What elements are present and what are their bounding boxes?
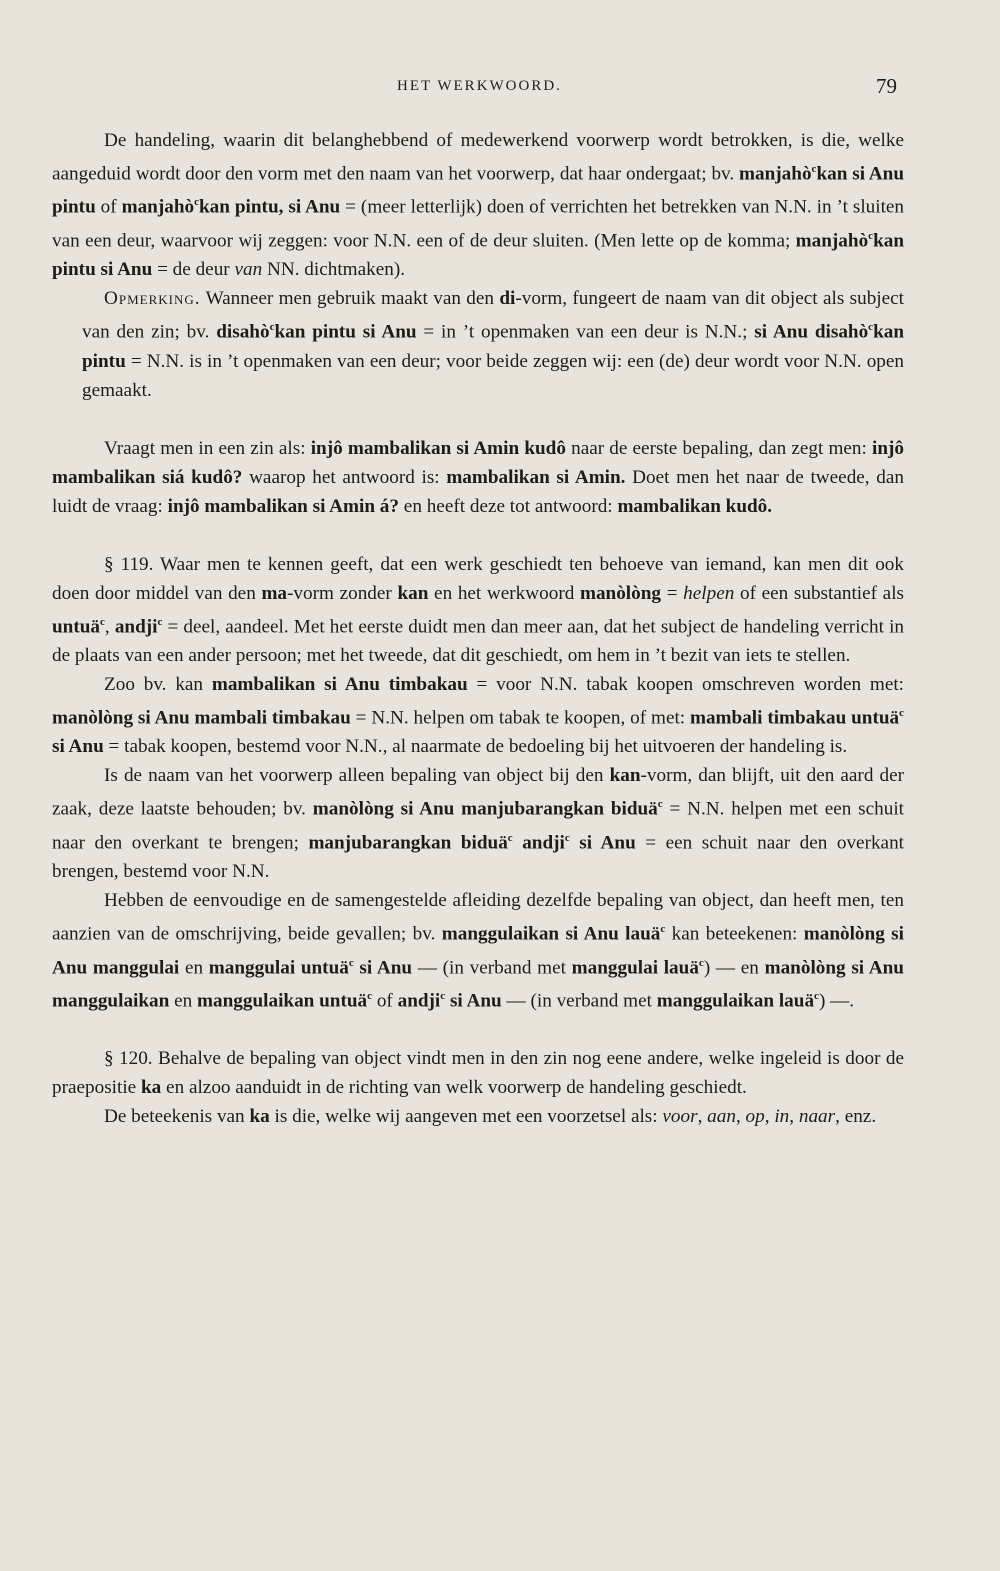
text-run: = tabak koopen, bestemd voor N.N., al naarmate de bedoeling bij het uitvoeren der handeling is. <box>103 736 848 758</box>
text-run: en <box>169 990 198 1012</box>
vernacular-term: manòlòng si Anu manggulaikan <box>52 956 904 1012</box>
text-run: , <box>697 1106 708 1128</box>
text-run: Zoo bv. kan <box>104 673 212 695</box>
vernacular-term: injô mambalikan si Amin kudô <box>310 437 566 459</box>
paragraph-p7 <box>52 886 904 1015</box>
vernacular-term: di <box>499 288 516 310</box>
text-run: = in ’t openmaken van een deur is N.N.; <box>416 321 755 343</box>
vernacular-term: manggulai untuä <box>208 956 349 978</box>
vernacular-term: andji <box>114 615 158 637</box>
vernacular-term: c <box>194 196 199 209</box>
vernacular-term: injô mambalikan siá kudô? <box>52 437 904 488</box>
text-run: , <box>764 1106 775 1128</box>
vernacular-term: kan <box>609 765 641 787</box>
vernacular-term: manggulaikan untuä <box>197 990 368 1012</box>
text-run: , <box>735 1106 746 1128</box>
paragraph-p5 <box>52 670 904 761</box>
vernacular-term: manjahò <box>739 163 812 185</box>
paragraph-section-120 <box>52 1044 904 1102</box>
vernacular-term: c <box>100 615 105 628</box>
paragraph-opmerking <box>52 284 904 404</box>
body-text <box>52 126 904 1131</box>
vernacular-term: kan si Anu pintu <box>52 163 905 218</box>
vernacular-term: c <box>507 831 513 844</box>
text-run: -vorm zonder <box>287 582 398 604</box>
vernacular-term: manòlòng si Anu mambali timbakau <box>52 707 351 729</box>
italic-gloss: voor <box>662 1106 698 1128</box>
paragraph-p9 <box>52 1102 904 1131</box>
text-run: De beteekenis van <box>104 1106 250 1128</box>
vernacular-term: kan pintu <box>82 321 904 372</box>
text-run: = een schuit naar den overkant brengen, bestemd voor N.N. <box>52 832 905 883</box>
page-number: 79 <box>876 74 897 98</box>
vernacular-term: mambalikan si Anu timbakau <box>211 673 468 695</box>
text-run: = voor N.N. tabak koopen omschreven worden met: <box>467 673 905 695</box>
vernacular-term: manjubarangkan biduä <box>308 832 508 854</box>
vernacular-term: c <box>868 321 874 334</box>
vernacular-term: c <box>899 706 904 719</box>
italic-gloss: op <box>745 1106 765 1128</box>
vernacular-term: manòlòng si Anu manjubarangkan biduä <box>312 798 658 820</box>
text-run: of <box>95 196 122 218</box>
text-run: -vorm, fungeert de naam van dit object als subject van den zin; bv. <box>82 288 905 343</box>
text-run: waarop het antwoord is: <box>242 466 447 488</box>
text-run: § 120. Behalve de bepaling van object vindt men in den zin nog eene andere, welke ingeleid is door de praepositie <box>52 1048 904 1099</box>
paragraph-section-119 <box>52 550 904 670</box>
text-run: — (in verband met <box>412 956 572 978</box>
vernacular-term: ka <box>249 1106 270 1128</box>
running-title: HET WERKWOORD. <box>397 78 562 94</box>
vernacular-term: kan pintu si Anu <box>274 321 417 343</box>
vernacular-term: kan <box>397 582 429 604</box>
vernacular-term: manjahò <box>121 196 195 218</box>
text-run: § 119. Waar men te kennen geeft, dat een werk geschiedt ten behoeve van iemand, kan men dit ook doen door middel van den <box>52 553 904 604</box>
text-run: De handeling, waarin dit belanghebbend of medewerkend voorwerp wordt betrokken, is die, welke aangeduid wordt door den vorm met den naam van het voorwerp, dat haar ondergaat; bv. <box>52 130 904 185</box>
remark-label: Opmerking. <box>104 288 201 310</box>
vernacular-term: c <box>657 798 663 811</box>
text-run: , enz. <box>835 1106 877 1128</box>
vernacular-term: manjahò <box>795 230 869 252</box>
text-run: of een substantief als <box>734 582 904 604</box>
vernacular-term: c <box>348 956 354 969</box>
vernacular-term: mambalikan kudô. <box>617 495 773 517</box>
text-run: = N.N. is in ’t openmaken van een deur; voor beide zeggen wij: een (de) deur wordt voor N.N. open gemaakt. <box>82 350 904 401</box>
text-run: kan beteekenen: <box>665 923 804 945</box>
vernacular-term: kan pintu, si Anu <box>199 196 341 218</box>
text-run: = <box>661 582 684 604</box>
vernacular-term: c <box>868 229 874 242</box>
italic-gloss: naar <box>798 1106 836 1128</box>
text-run: en alzoo aanduidt in de richting van welk voorwerp de handeling geschiedt. <box>161 1077 747 1099</box>
vernacular-term: manggulaikan si Anu lauä <box>441 923 661 945</box>
text-run: naar de eerste bepaling, dan zegt men: <box>565 437 872 459</box>
vernacular-term: c <box>564 831 570 844</box>
text-run: , <box>789 1106 799 1128</box>
text-run: -vorm, dan blijft, uit den aard der zaak, deze laatste behouden; bv. <box>52 765 904 820</box>
vernacular-term: untuä <box>52 615 100 637</box>
vernacular-term: manòlòng si Anu manggulai <box>52 923 904 978</box>
vernacular-term: disahò <box>216 321 270 343</box>
text-run: — (in verband met <box>501 990 657 1012</box>
vernacular-term: mambalikan si Amin. <box>446 466 626 488</box>
vernacular-term: si Anu <box>52 736 104 758</box>
text-run: is die, welke wij aangeven met een voorzetsel als: <box>269 1106 663 1128</box>
vernacular-term: c <box>440 989 446 1002</box>
text-run: = deel, aandeel. Met het eerste duidt men dan meer aan, dat het subject de handeling verricht in de plaats van een ander persoon; met het tweede, dat dit geschiedt, om hem in ’t bezit van iets te stellen. <box>52 615 905 666</box>
text-run: Is de naam van het voorwerp alleen bepaling van object bij den <box>104 765 610 787</box>
text-run: Vraagt men in een zin als: <box>104 437 311 459</box>
page-header <box>0 74 1000 104</box>
text-run: ) — en <box>703 956 765 978</box>
paragraph-p3 <box>52 434 904 521</box>
vernacular-term: si Anu <box>353 956 413 978</box>
text-run: Hebben de eenvoudige en de samengestelde afleiding dezelfde bepaling van object, dan heeft men, ten aanzien van de omschrijving, beide gevallen; bv. <box>52 890 904 945</box>
text-run: Wanneer men gebruik maakt van den <box>200 288 500 310</box>
text-run: = N.N. helpen om tabak te koopen, of met: <box>350 707 690 729</box>
text-run: en <box>179 956 209 978</box>
vernacular-term: c <box>698 956 704 969</box>
vernacular-term: c <box>367 989 373 1002</box>
text-run: en het werkwoord <box>428 582 580 604</box>
vernacular-term: manòlòng <box>579 582 662 604</box>
text-run: Doet men het naar de tweede, dan luidt de vraag: <box>52 466 904 517</box>
italic-gloss: helpen <box>683 582 735 604</box>
text-run: = (meer letterlijk) doen of verrichten het betrekken van N.N. in ’t sluiten van een deur, waarvoor wij zeggen: voor N.N. een of de deur sluiten. (Men lette op de komma; <box>52 196 905 252</box>
italic-gloss: in <box>774 1106 790 1128</box>
vernacular-term: manggulai lauä <box>571 956 699 978</box>
paragraph-p1 <box>52 126 904 284</box>
text-run: of <box>372 990 398 1012</box>
text-run: NN. dichtmaken). <box>262 259 406 281</box>
vernacular-term: c <box>660 923 666 936</box>
vernacular-term: manggulaikan lauä <box>656 990 815 1012</box>
vernacular-term: andji <box>512 832 565 854</box>
italic-gloss: van <box>234 259 263 281</box>
vernacular-term: injô mambalikan si Amin á? <box>167 495 399 517</box>
text-run: , <box>104 615 115 637</box>
vernacular-term: si Anu <box>569 832 636 854</box>
text-run: = de deur <box>152 259 235 281</box>
italic-gloss: aan <box>707 1106 736 1128</box>
vernacular-term: ka <box>140 1077 162 1099</box>
vernacular-term: si Anu <box>445 990 502 1012</box>
text-run: ) —. <box>818 990 855 1012</box>
vernacular-term: c <box>814 989 819 1002</box>
vernacular-term: si Anu disahò <box>754 321 869 343</box>
vernacular-term: mambali timbakau untuä <box>689 707 900 729</box>
vernacular-term: ma <box>261 582 288 604</box>
vernacular-term: c <box>269 321 275 334</box>
paragraph-p6 <box>52 761 904 886</box>
vernacular-term: andji <box>397 990 441 1012</box>
text-run: = N.N. helpen met een schuit naar den overkant te brengen; <box>52 798 904 854</box>
text-run: en heeft deze tot antwoord: <box>399 495 618 517</box>
vernacular-term: c <box>157 615 163 628</box>
vernacular-term: c <box>811 163 817 175</box>
vernacular-term: kan pintu si Anu <box>52 230 904 281</box>
